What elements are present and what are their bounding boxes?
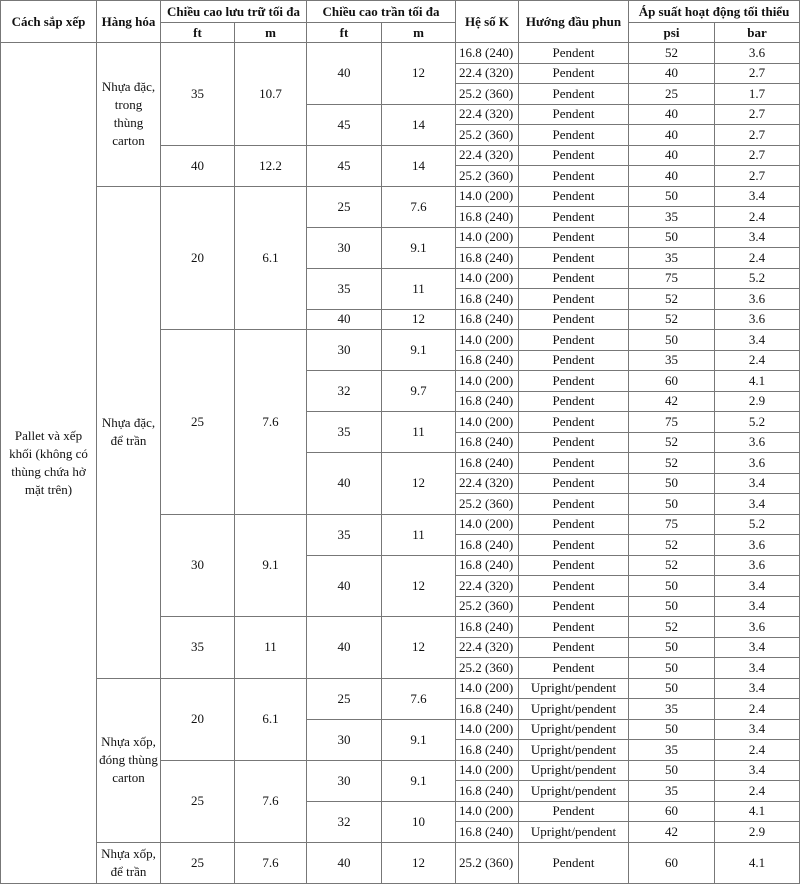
orientation-cell: Pendent <box>519 330 629 351</box>
k-factor-cell: 16.8 (240) <box>456 535 519 556</box>
psi-cell: 50 <box>629 227 715 248</box>
bar-cell: 3.6 <box>715 432 800 453</box>
psi-cell: 35 <box>629 699 715 720</box>
psi-cell: 25 <box>629 84 715 105</box>
psi-cell: 50 <box>629 596 715 617</box>
storage-ft-cell: 20 <box>161 186 235 330</box>
ceiling-ft-cell: 30 <box>307 330 382 371</box>
storage-ft-cell: 20 <box>161 678 235 760</box>
storage-ft-cell: 25 <box>161 842 235 883</box>
bar-cell: 3.4 <box>715 760 800 781</box>
k-factor-cell: 14.0 (200) <box>456 678 519 699</box>
ceiling-ft-cell: 40 <box>307 309 382 330</box>
ceiling-m-cell: 12 <box>382 309 456 330</box>
bar-cell: 3.4 <box>715 678 800 699</box>
ceiling-ft-cell: 35 <box>307 412 382 453</box>
bar-cell: 5.2 <box>715 514 800 535</box>
storage-m-cell: 9.1 <box>235 514 307 617</box>
psi-cell: 40 <box>629 145 715 166</box>
storage-ft-cell: 25 <box>161 760 235 842</box>
psi-cell: 75 <box>629 268 715 289</box>
orientation-cell: Pendent <box>519 842 629 883</box>
bar-cell: 5.2 <box>715 268 800 289</box>
orientation-cell: Pendent <box>519 145 629 166</box>
psi-cell: 35 <box>629 740 715 761</box>
bar-cell: 3.4 <box>715 186 800 207</box>
k-factor-cell: 16.8 (240) <box>456 822 519 843</box>
orientation-cell: Pendent <box>519 391 629 412</box>
psi-cell: 50 <box>629 760 715 781</box>
psi-cell: 75 <box>629 514 715 535</box>
orientation-cell: Pendent <box>519 289 629 310</box>
bar-cell: 1.7 <box>715 84 800 105</box>
k-factor-cell: 14.0 (200) <box>456 412 519 433</box>
k-factor-cell: 22.4 (320) <box>456 104 519 125</box>
bar-cell: 3.6 <box>715 289 800 310</box>
k-factor-cell: 16.8 (240) <box>456 391 519 412</box>
ceiling-m-cell: 7.6 <box>382 186 456 227</box>
bar-cell: 2.7 <box>715 63 800 84</box>
psi-cell: 50 <box>629 637 715 658</box>
k-factor-cell: 22.4 (320) <box>456 473 519 494</box>
ceiling-m-cell: 12 <box>382 453 456 515</box>
orientation-cell: Pendent <box>519 268 629 289</box>
ceiling-ft-cell: 25 <box>307 678 382 719</box>
table-row <box>1 43 800 64</box>
bar-cell: 3.6 <box>715 555 800 576</box>
bar-cell: 3.4 <box>715 719 800 740</box>
header-k-factor: Hệ số K <box>456 1 519 43</box>
psi-cell: 35 <box>629 207 715 228</box>
k-factor-cell: 22.4 (320) <box>456 63 519 84</box>
orientation-cell: Pendent <box>519 166 629 187</box>
psi-cell: 40 <box>629 125 715 146</box>
arrangement-cell: Pallet và xếp khối (không có thùng chứa hở mặt trên) <box>1 43 97 884</box>
k-factor-cell: 14.0 (200) <box>456 719 519 740</box>
ceiling-ft-cell: 40 <box>307 43 382 105</box>
orientation-cell: Upright/pendent <box>519 740 629 761</box>
orientation-cell: Pendent <box>519 637 629 658</box>
bar-cell: 2.7 <box>715 166 800 187</box>
orientation-cell: Pendent <box>519 350 629 371</box>
header-head-orientation: Hướng đầu phun <box>519 1 629 43</box>
ceiling-ft-cell: 40 <box>307 453 382 515</box>
ceiling-ft-cell: 40 <box>307 617 382 679</box>
orientation-cell: Upright/pendent <box>519 719 629 740</box>
psi-cell: 60 <box>629 842 715 883</box>
orientation-cell: Pendent <box>519 227 629 248</box>
orientation-cell: Pendent <box>519 63 629 84</box>
k-factor-cell: 25.2 (360) <box>456 84 519 105</box>
bar-cell: 4.1 <box>715 371 800 392</box>
ceiling-m-cell: 12 <box>382 555 456 617</box>
table-row <box>1 842 800 883</box>
header-bar: bar <box>715 23 800 43</box>
ceiling-ft-cell: 32 <box>307 801 382 842</box>
bar-cell: 3.4 <box>715 596 800 617</box>
k-factor-cell: 14.0 (200) <box>456 268 519 289</box>
k-factor-cell: 25.2 (360) <box>456 658 519 679</box>
orientation-cell: Upright/pendent <box>519 822 629 843</box>
storage-m-cell: 7.6 <box>235 330 307 515</box>
k-factor-cell: 14.0 (200) <box>456 514 519 535</box>
k-factor-cell: 16.8 (240) <box>456 289 519 310</box>
bar-cell: 2.4 <box>715 350 800 371</box>
psi-cell: 50 <box>629 473 715 494</box>
k-factor-cell: 16.8 (240) <box>456 43 519 64</box>
bar-cell: 3.4 <box>715 658 800 679</box>
ceiling-m-cell: 11 <box>382 412 456 453</box>
psi-cell: 60 <box>629 371 715 392</box>
bar-cell: 2.4 <box>715 699 800 720</box>
header-psi: psi <box>629 23 715 43</box>
ceiling-ft-cell: 30 <box>307 760 382 801</box>
k-factor-cell: 14.0 (200) <box>456 371 519 392</box>
storage-m-cell: 7.6 <box>235 842 307 883</box>
bar-cell: 2.7 <box>715 125 800 146</box>
psi-cell: 52 <box>629 535 715 556</box>
orientation-cell: Pendent <box>519 309 629 330</box>
psi-cell: 35 <box>629 350 715 371</box>
k-factor-cell: 14.0 (200) <box>456 760 519 781</box>
bar-cell: 2.7 <box>715 104 800 125</box>
orientation-cell: Pendent <box>519 125 629 146</box>
k-factor-cell: 25.2 (360) <box>456 842 519 883</box>
psi-cell: 60 <box>629 801 715 822</box>
header-max-ceiling-height: Chiều cao trần tối đa <box>307 1 456 23</box>
psi-cell: 50 <box>629 658 715 679</box>
orientation-cell: Pendent <box>519 207 629 228</box>
orientation-cell: Pendent <box>519 576 629 597</box>
ceiling-ft-cell: 40 <box>307 842 382 883</box>
psi-cell: 52 <box>629 432 715 453</box>
k-factor-cell: 25.2 (360) <box>456 125 519 146</box>
orientation-cell: Upright/pendent <box>519 678 629 699</box>
orientation-cell: Pendent <box>519 432 629 453</box>
orientation-cell: Upright/pendent <box>519 699 629 720</box>
ceiling-ft-cell: 32 <box>307 371 382 412</box>
psi-cell: 35 <box>629 781 715 802</box>
table-row <box>1 186 800 207</box>
bar-cell: 3.6 <box>715 617 800 638</box>
bar-cell: 4.1 <box>715 842 800 883</box>
storage-ft-cell: 40 <box>161 145 235 186</box>
bar-cell: 2.7 <box>715 145 800 166</box>
orientation-cell: Pendent <box>519 84 629 105</box>
ceiling-m-cell: 9.1 <box>382 760 456 801</box>
ceiling-m-cell: 7.6 <box>382 678 456 719</box>
commodity-cell: Nhựa đặc, để trần <box>97 186 161 678</box>
ceiling-m-cell: 9.1 <box>382 719 456 760</box>
bar-cell: 3.4 <box>715 227 800 248</box>
ceiling-ft-cell: 35 <box>307 268 382 309</box>
orientation-cell: Pendent <box>519 514 629 535</box>
orientation-cell: Pendent <box>519 473 629 494</box>
storage-m-cell: 11 <box>235 617 307 679</box>
bar-cell: 2.4 <box>715 740 800 761</box>
psi-cell: 52 <box>629 43 715 64</box>
ceiling-ft-cell: 25 <box>307 186 382 227</box>
ceiling-m-cell: 12 <box>382 842 456 883</box>
bar-cell: 3.4 <box>715 576 800 597</box>
orientation-cell: Pendent <box>519 494 629 515</box>
header-storage-m: m <box>235 23 307 43</box>
ceiling-m-cell: 9.7 <box>382 371 456 412</box>
k-factor-cell: 14.0 (200) <box>456 801 519 822</box>
orientation-cell: Upright/pendent <box>519 781 629 802</box>
orientation-cell: Pendent <box>519 104 629 125</box>
k-factor-cell: 16.8 (240) <box>456 740 519 761</box>
orientation-cell: Pendent <box>519 535 629 556</box>
bar-cell: 3.6 <box>715 535 800 556</box>
ceiling-m-cell: 11 <box>382 268 456 309</box>
psi-cell: 50 <box>629 719 715 740</box>
storage-ft-cell: 30 <box>161 514 235 617</box>
bar-cell: 3.4 <box>715 494 800 515</box>
k-factor-cell: 14.0 (200) <box>456 186 519 207</box>
orientation-cell: Pendent <box>519 412 629 433</box>
k-factor-cell: 25.2 (360) <box>456 494 519 515</box>
psi-cell: 40 <box>629 63 715 84</box>
psi-cell: 52 <box>629 555 715 576</box>
orientation-cell: Pendent <box>519 371 629 392</box>
psi-cell: 42 <box>629 822 715 843</box>
psi-cell: 50 <box>629 576 715 597</box>
ceiling-m-cell: 14 <box>382 145 456 186</box>
orientation-cell: Pendent <box>519 801 629 822</box>
bar-cell: 2.9 <box>715 822 800 843</box>
psi-cell: 35 <box>629 248 715 269</box>
psi-cell: 50 <box>629 186 715 207</box>
k-factor-cell: 16.8 (240) <box>456 555 519 576</box>
header-commodity: Hàng hóa <box>97 1 161 43</box>
storage-m-cell: 10.7 <box>235 43 307 146</box>
storage-m-cell: 6.1 <box>235 186 307 330</box>
k-factor-cell: 16.8 (240) <box>456 781 519 802</box>
k-factor-cell: 22.4 (320) <box>456 637 519 658</box>
k-factor-cell: 16.8 (240) <box>456 699 519 720</box>
orientation-cell: Pendent <box>519 186 629 207</box>
orientation-cell: Pendent <box>519 248 629 269</box>
storage-m-cell: 7.6 <box>235 760 307 842</box>
ceiling-m-cell: 9.1 <box>382 227 456 268</box>
k-factor-cell: 16.8 (240) <box>456 617 519 638</box>
ceiling-ft-cell: 35 <box>307 514 382 555</box>
orientation-cell: Pendent <box>519 555 629 576</box>
bar-cell: 4.1 <box>715 801 800 822</box>
storage-ft-cell: 35 <box>161 43 235 146</box>
orientation-cell: Pendent <box>519 596 629 617</box>
k-factor-cell: 16.8 (240) <box>456 350 519 371</box>
psi-cell: 40 <box>629 166 715 187</box>
k-factor-cell: 14.0 (200) <box>456 227 519 248</box>
k-factor-cell: 22.4 (320) <box>456 145 519 166</box>
header-min-pressure: Áp suất hoạt động tối thiểu <box>629 1 800 23</box>
psi-cell: 40 <box>629 104 715 125</box>
k-factor-cell: 16.8 (240) <box>456 453 519 474</box>
commodity-cell: Nhựa xốp, đóng thùng carton <box>97 678 161 842</box>
ceiling-m-cell: 12 <box>382 43 456 105</box>
orientation-cell: Pendent <box>519 453 629 474</box>
header-arrangement: Cách sắp xếp <box>1 1 97 43</box>
bar-cell: 2.4 <box>715 248 800 269</box>
k-factor-cell: 16.8 (240) <box>456 432 519 453</box>
k-factor-cell: 14.0 (200) <box>456 330 519 351</box>
table-row <box>1 678 800 699</box>
bar-cell: 3.6 <box>715 309 800 330</box>
ceiling-m-cell: 14 <box>382 104 456 145</box>
header-ceiling-m: m <box>382 23 456 43</box>
psi-cell: 50 <box>629 494 715 515</box>
psi-cell: 52 <box>629 289 715 310</box>
ceiling-ft-cell: 40 <box>307 555 382 617</box>
k-factor-cell: 22.4 (320) <box>456 576 519 597</box>
k-factor-cell: 25.2 (360) <box>456 596 519 617</box>
psi-cell: 52 <box>629 309 715 330</box>
bar-cell: 2.9 <box>715 391 800 412</box>
ceiling-ft-cell: 45 <box>307 104 382 145</box>
header-max-storage-height: Chiều cao lưu trữ tối đa <box>161 1 307 23</box>
storage-m-cell: 12.2 <box>235 145 307 186</box>
psi-cell: 50 <box>629 330 715 351</box>
storage-ft-cell: 25 <box>161 330 235 515</box>
orientation-cell: Pendent <box>519 43 629 64</box>
commodity-cell: Nhựa xốp, để trần <box>97 842 161 883</box>
bar-cell: 3.6 <box>715 43 800 64</box>
ceiling-m-cell: 10 <box>382 801 456 842</box>
k-factor-cell: 16.8 (240) <box>456 207 519 228</box>
bar-cell: 5.2 <box>715 412 800 433</box>
psi-cell: 50 <box>629 678 715 699</box>
bar-cell: 3.4 <box>715 330 800 351</box>
k-factor-cell: 16.8 (240) <box>456 309 519 330</box>
header-storage-ft: ft <box>161 23 235 43</box>
psi-cell: 42 <box>629 391 715 412</box>
orientation-cell: Upright/pendent <box>519 760 629 781</box>
k-factor-cell: 16.8 (240) <box>456 248 519 269</box>
ceiling-ft-cell: 45 <box>307 145 382 186</box>
bar-cell: 2.4 <box>715 781 800 802</box>
psi-cell: 52 <box>629 617 715 638</box>
bar-cell: 3.4 <box>715 473 800 494</box>
k-factor-cell: 25.2 (360) <box>456 166 519 187</box>
bar-cell: 2.4 <box>715 207 800 228</box>
psi-cell: 75 <box>629 412 715 433</box>
orientation-cell: Pendent <box>519 617 629 638</box>
storage-m-cell: 6.1 <box>235 678 307 760</box>
storage-ft-cell: 35 <box>161 617 235 679</box>
ceiling-m-cell: 11 <box>382 514 456 555</box>
bar-cell: 3.6 <box>715 453 800 474</box>
orientation-cell: Pendent <box>519 658 629 679</box>
ceiling-m-cell: 9.1 <box>382 330 456 371</box>
ceiling-ft-cell: 30 <box>307 227 382 268</box>
ceiling-ft-cell: 30 <box>307 719 382 760</box>
psi-cell: 52 <box>629 453 715 474</box>
commodity-cell: Nhựa đặc, trong thùng carton <box>97 43 161 187</box>
ceiling-m-cell: 12 <box>382 617 456 679</box>
header-ceiling-ft: ft <box>307 23 382 43</box>
bar-cell: 3.4 <box>715 637 800 658</box>
